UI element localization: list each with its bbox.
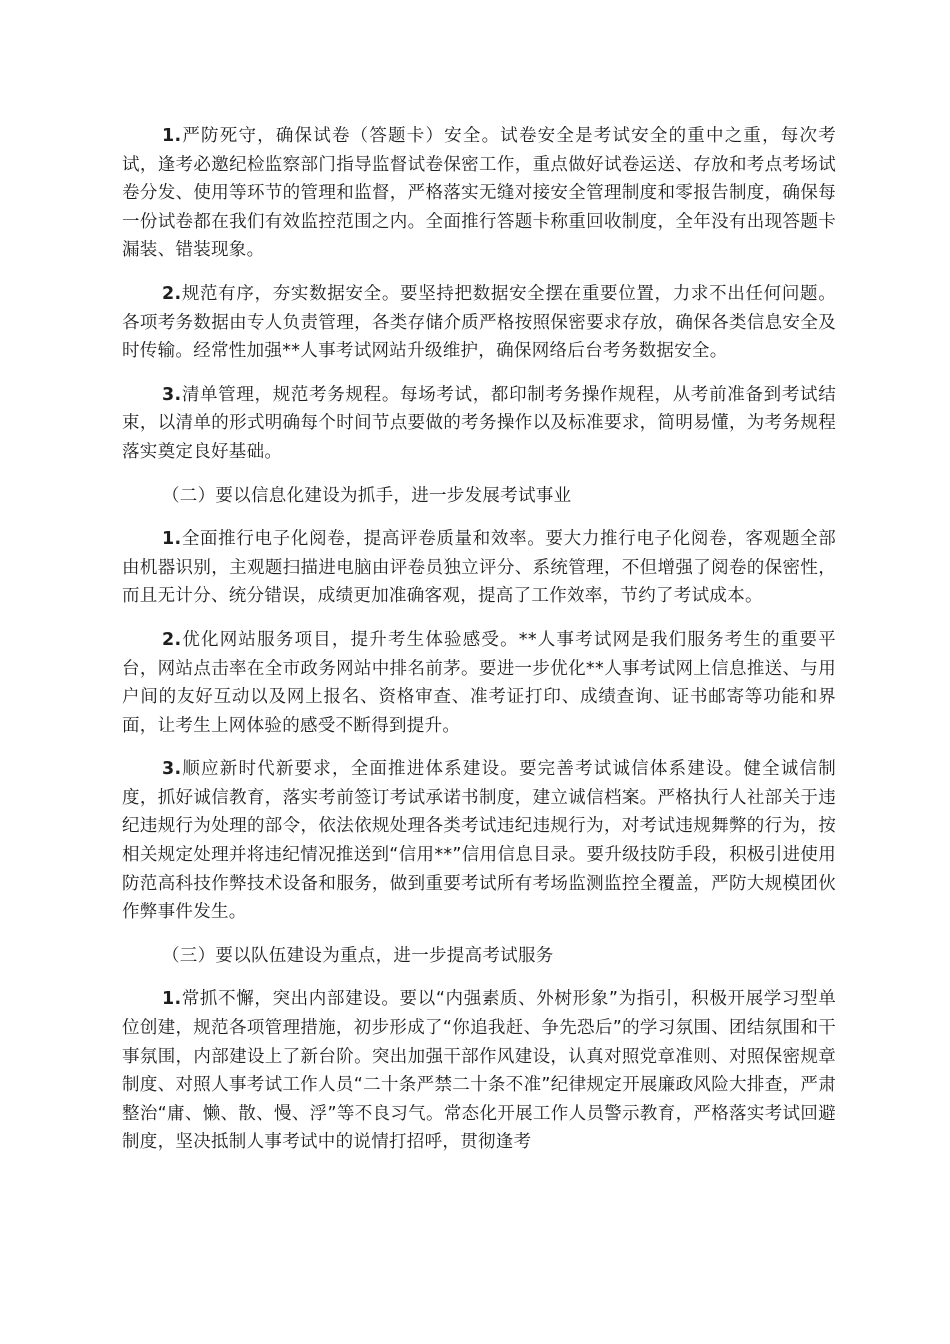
paragraph-text: 严防死守，确保试卷（答题卡）安全。试卷安全是考试安全的重中之重，每次考试，逢考必邀纪检监察部门指导监督试卷保密工作，重点做好试卷运送、存放和考点考场试卷分发、使用等环节的管理和监督，严格落实无缝对接安全管理制度和零报告制度，确保每一份试卷都在我们有效监控范围之内。全面推行答题卡称重回收制度，全年没有出现答题卡漏装、错装现象。 xyxy=(122,126,836,261)
paragraph-text: 常抓不懈，突出内部建设。要以“内强素质、外树形象”为指引，积极开展学习型单位创建，规范各项管理措施，初步形成了“你追我赶、争先恐后”的学习氛围、团结氛围和干事氛围，内部建设上了新台阶。突出加强干部作风建设，认真对照党章准则、对照保密规章制度、对照人事考试工作人员“二十条严禁二十条不准”纪律规定开展廉政风险大排查，严肃整治“庸、懒、散、慢、浮”等不良习气。常态化开展工作人员警示教育，严格落实考试回避制度，坚决抵制人事考试中的说情打招呼，贯彻逢考 xyxy=(122,989,836,1153)
paragraph-2-2 xyxy=(122,626,836,740)
paragraph-number: 2. xyxy=(162,283,182,304)
paragraph-text: 顺应新时代新要求，全面推进体系建设。要完善考试诚信体系建设。健全诚信制度，抓好诚信教育，落实考前签订考试承诺书制度，建立诚信档案。严格执行人社部关于违纪违规行为处理的部令，依法依规处理各类考试违纪违规行为，对考试违规舞弊的行为，按相关规定处理并将违纪情况推送到“信用**”信用信息目录。要升级技防手段，积极引进使用防范高科技作弊技术设备和服务，做到重要考试所有考场监测监控全覆盖，严防大规模团伙作弊事件发生。 xyxy=(122,759,836,923)
document-body xyxy=(122,122,836,1172)
paragraph-text: 规范有序，夯实数据安全。要坚持把数据安全摆在重要位置，力求不出任何问题。各项考务数据由专人负责管理，各类存储介质严格按照保密要求存放，确保各类信息安全及时传输。经常性加强**人事考试网站升级维护，确保网络后台考务数据安全。 xyxy=(122,283,836,362)
paragraph-number: 1. xyxy=(162,126,182,146)
paragraph-text: 清单管理，规范考务规程。每场考试，都印制考务操作规程，从考前准备到考试结束，以清单的形式明确每个时间节点要做的考务操作以及标准要求，简明易懂，为考务规程落实奠定良好基础。 xyxy=(122,384,836,462)
paragraph-number: 1. xyxy=(162,529,182,550)
section-heading-2: （二）要以信息化建设为抓手，进一步发展考试事业 xyxy=(162,485,572,506)
paragraph-2-1 xyxy=(122,525,836,611)
paragraph-2-3 xyxy=(122,755,836,927)
paragraph-number: 1. xyxy=(162,989,182,1010)
paragraph-number: 3. xyxy=(162,384,182,405)
section-heading-3: （三）要以队伍建设为重点，进一步提高考试服务 xyxy=(162,945,554,966)
paragraph-3-1 xyxy=(122,985,836,1157)
paragraph-text: 全面推行电子化阅卷，提高评卷质量和效率。要大力推行电子化阅卷，客观题全部由机器识别，主观题扫描进电脑由评卷员独立评分、系统管理，不但增强了阅卷的保密性，而且无计分、统分错误，成绩更加准确客观，提高了工作效率，节约了考试成本。 xyxy=(122,529,836,607)
paragraph-number: 3. xyxy=(162,759,182,780)
paragraph-1-3 xyxy=(122,381,836,467)
paragraph-text: 优化网站服务项目，提升考生体验感受。**人事考试网是我们服务考生的重要平台，网站点击率在全市政务网站中排名前茅。要进一步优化**人事考试网上信息推送、与用户间的友好互动以及网上报名、资格审查、准考证打印、成绩查询、证书邮寄等功能和界面，让考生上网体验的感受不断得到提升。 xyxy=(122,629,836,736)
paragraph-number: 2. xyxy=(162,629,182,650)
paragraph-1-2 xyxy=(122,280,836,366)
paragraph-1-1 xyxy=(122,122,836,265)
